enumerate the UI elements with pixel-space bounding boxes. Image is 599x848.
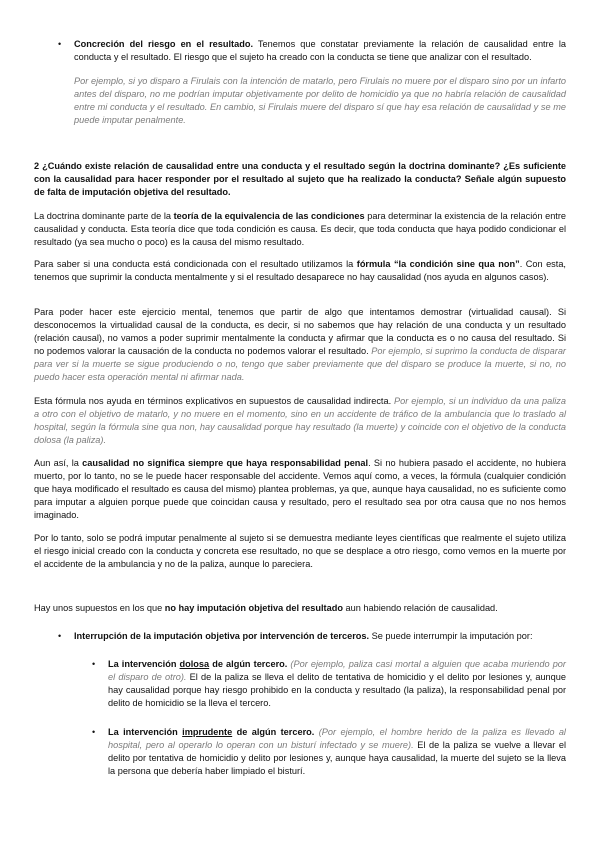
question-text: 2 ¿Cuándo existe relación de causalidad entre una conducta y el resultado según la doctrina dominante? ¿Es suficiente con la causalidad para hacer responder por el resultado al sujeto que ha realizado la conducta? Señale algún supuesto de falta de imputación objetiva del resultado. [34, 161, 566, 197]
text-run: Hay unos supuestos en los que [34, 603, 165, 613]
bullet-concrecion [74, 38, 566, 64]
underlined-term: dolosa [179, 659, 210, 669]
bullet-text: El de la paliza se lleva el delito de tentativa de homicidio y el delito por lesiones y, aunque hay causalidad porque hay riesgo prohibido en la conducta y resultado (la paliza), la responsabilidad penal por delito de homicidio se la lleva el tercero. [108, 672, 566, 708]
paragraph-equivalencia [34, 210, 566, 249]
bullet-marker: • [58, 631, 62, 641]
text-run: La doctrina dominante parte de la [34, 211, 174, 221]
bullet-imprudente [108, 726, 566, 778]
paragraph-causalidad-indirecta [34, 395, 566, 447]
question-heading [34, 160, 566, 199]
bullet-interrupcion [74, 630, 566, 643]
bold-term: causalidad no significa siempre que haya responsabilidad penal [82, 458, 369, 468]
example-firulais: Por ejemplo, si yo disparo a Firulais con la intención de matarlo, pero Firulais no muere por el disparo sino por un infarto antes del disparo, no me podrían imputar objetivamente por delito de homicidio ya que no habría relación de causalidad entre mi conducta y el resultado. En cambio, si Firulais muere del disparo sí que hay esa relación de causalidad y se me puede imputar penalmente. [74, 76, 566, 125]
text-run: Para saber si una conducta está condicionada con el resultado utilizamos la [34, 259, 357, 269]
text-run: Aun así, la [34, 458, 83, 468]
example-text: (Por ejemplo, paliza casi mortal a alguien que acaba muriendo por el disparo de otro). [108, 659, 566, 682]
paragraph-responsabilidad [34, 457, 566, 522]
example-text: Por ejemplo, si un individuo da una paliza a otro con el objetivo de matarlo, y no muere en el momento, sino en un accidente de tráfico de la ambulancia que lo traslado al hospital, según la fórmula sine qua non, hay causalidad porque hay resultado (la muerte) y coincide con el objetivo de la conducta dolosa (la paliza). [34, 396, 566, 445]
bullet-title: de algún tercero. [209, 659, 288, 669]
bullet-title: Interrupción de la imputación objetiva por intervención de terceros. [74, 631, 370, 641]
bullet-title: La intervención [108, 727, 183, 737]
bold-term: no hay imputación objetiva del resultado [164, 603, 343, 613]
bullet-dolosa [108, 658, 566, 710]
underlined-term: imprudente [182, 727, 233, 737]
bullet-title: Concreción del riesgo en el resultado. [74, 39, 253, 49]
bullet-marker: • [58, 39, 62, 49]
bullet-marker: • [92, 727, 96, 737]
bullet-text: Tenemos que constatar previamente la relación de causalidad entre la conducta y el resultado. El riesgo que el sujeto ha creado con la conducta se tiene que analizar con el resultado. [74, 39, 566, 62]
example-text: (Por ejemplo, el hombre herido de la paliza es llevado al hospital, pero al operarlo lo operan con un bisturí infectado y se muere). [108, 727, 566, 750]
text-run: aun habiendo relación de causalidad. [342, 603, 498, 613]
text-run: . Si no hubiera pasado el accidente, no hubiera muerto, por lo tanto, no se le puede hacer responsable del accidente. Vemos aquí como, a veces, la fórmula (cualquier condición que haya modificado el resultado es causa del mismo) plantea problemas, ya que, aunque haya causalidad, no es suficiente como para imputar a alguien porque puede que coincidan causa y resultado, pero el resultado sea por otra causa que no nos hemos imaginado. [34, 458, 566, 520]
paragraph-supuestos [34, 602, 566, 615]
example-text: Por ejemplo, si suprimo la conducta de disparar para ver si la muerte se sigue produciendo o no, tengo que saber previamente que del disparo se produce la muerte, si no, no puedo hacer esta operación mental ni afirmar nada. [34, 346, 566, 382]
text-run: . Con esta, tenemos que suprimir la conducta mentalmente y si el resultado desaparece no hay causalidad (nos ayuda en algunos casos). [34, 259, 566, 282]
paragraph-virtualidad [34, 306, 566, 384]
bullet-title: La intervención [108, 659, 180, 669]
bullet-text: El de la paliza se vuelve a llevar el delito por tentativa de homicidio y delito por lesiones y, aunque haya causalidad, la muerte del sujeto se la lleva la persona que debería haber limpiado el bisturí. [108, 740, 566, 776]
text-run: Esta fórmula nos ayuda en términos explicativos en supuestos de causalidad indirecta. [34, 396, 395, 406]
bullet-text: Se puede interrumpir la imputación por: [369, 631, 533, 641]
bold-term: fórmula “la condición sine qua non” [356, 259, 520, 269]
text-run: para determinar la existencia de la relación entre causalidad y conducta. Esta teoría dice que toda condición es causa. Es decir, que toda conducta que haya podido condicionar el resultado (ya sea mucho o poco) es la causa del mismo resultado. [34, 211, 567, 247]
bullet-marker: • [92, 659, 96, 669]
text-run: Para poder hacer este ejercicio mental, tenemos que partir de algo que intentamos demostrar (virtualidad causal). Si desconocemos la virtualidad causal de la conducta, es decir, si no sabemos que hay relación de una conducta y un resultado (relación causal), no vamos a poder suprimir mentalmente la conducta y afirmar que la conducta es o no causa del resultado. Si no podemos valorar la causación de la conducta no podemos valorar el resultado. [34, 307, 566, 356]
bold-term: teoría de la equivalencia de las condiciones [173, 211, 365, 221]
bullet-title: de algún tercero. [232, 727, 315, 737]
paragraph-sine-qua-non [34, 258, 566, 284]
paragraph-leyes-cientificas: Por lo tanto, solo se podrá imputar penalmente al sujeto si se demuestra mediante leyes científicas que realmente el sujeto utiliza el riesgo inicial creado con la conducta y concreta ese resultado, no que se desplace a otro riesgo, como vemos en la muerte por el accidente de la ambulancia y no de la paliza, aunque lo pareciera. [34, 533, 566, 569]
